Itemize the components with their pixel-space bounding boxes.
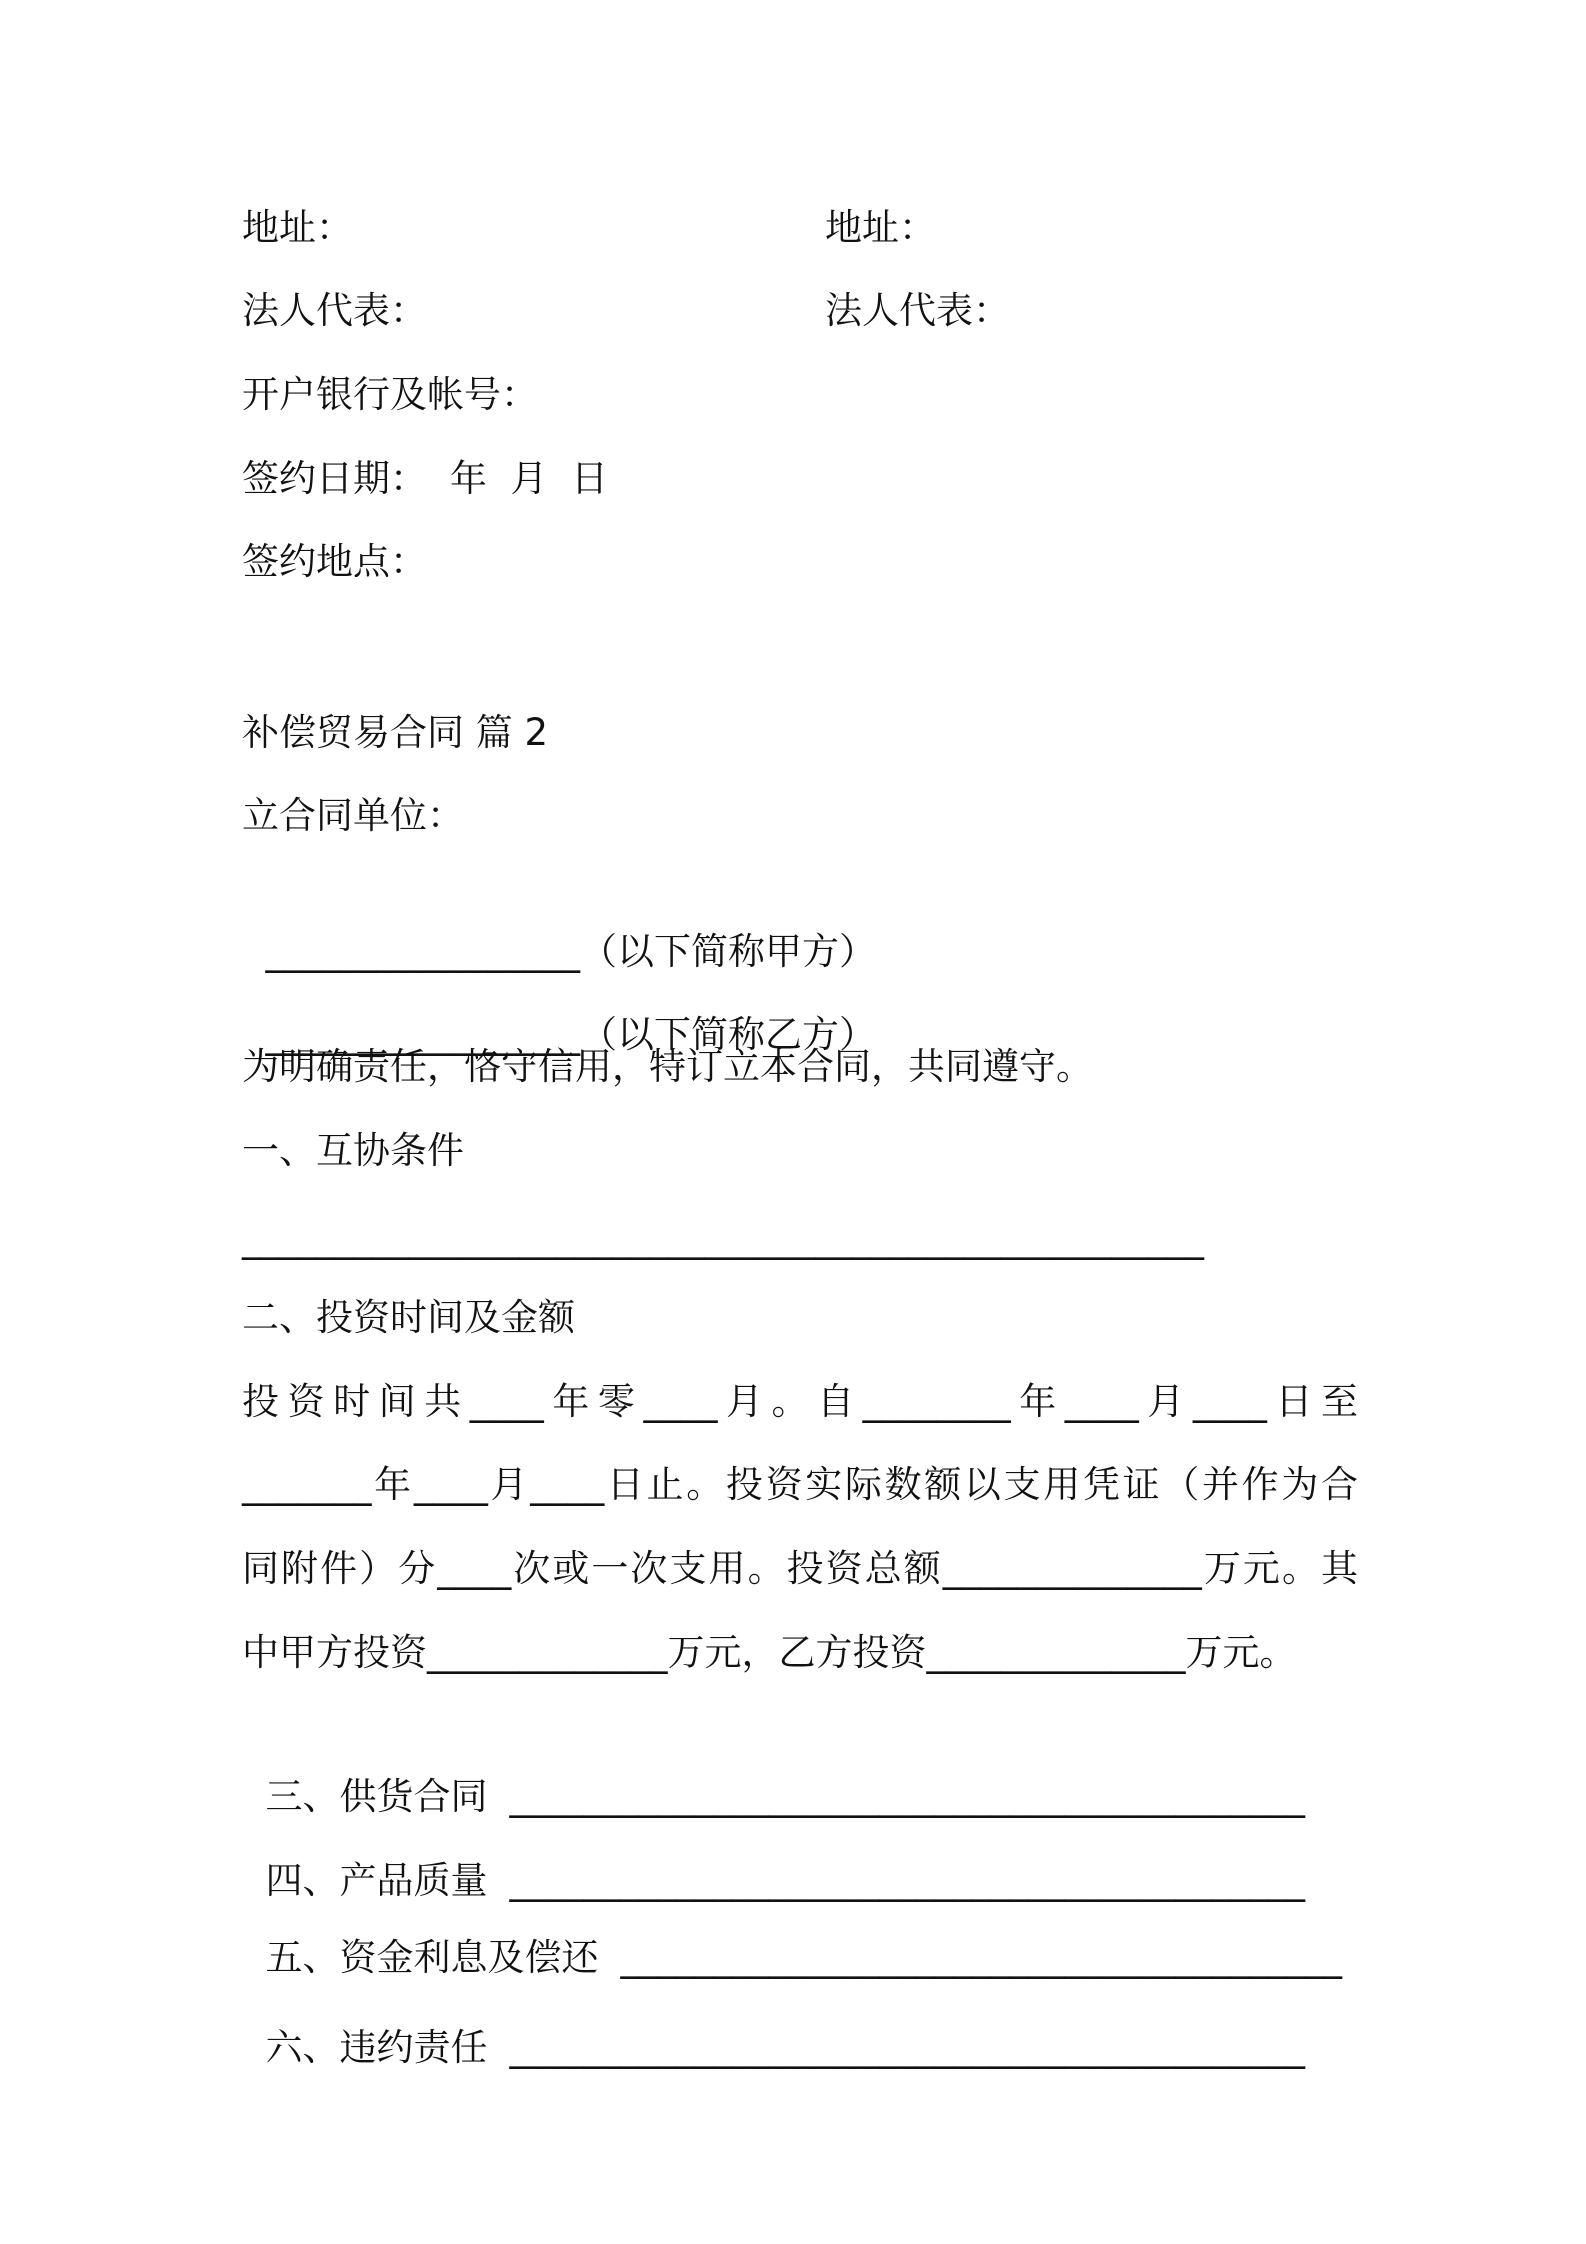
clause-4-blank: ___________________________________________ — [509, 1859, 1306, 1902]
party-a-blank: _________________ — [265, 930, 581, 973]
party-b-blank: _________________ — [265, 1013, 581, 1056]
party-b-label: （以下简称乙方） — [580, 1013, 877, 1056]
clause-3-blank: ___________________________________________ — [509, 1775, 1306, 1818]
sign-date-value: 年 月 日 — [450, 457, 609, 500]
party-a-line — [242, 874, 877, 973]
parties-heading: 立合同单位： — [242, 794, 464, 837]
party-b-line — [242, 957, 877, 1056]
clause-3-line — [242, 1719, 1306, 1818]
clause-2-body-line: _______年____月____日止。投资实际数额以支用凭证（并作为合 — [242, 1463, 1358, 1506]
party-a-legal-rep-label: 法人代表： — [242, 289, 427, 332]
clause-5-blank: _______________________________________ — [620, 1936, 1343, 1979]
party-b-address-label: 地址： — [825, 206, 936, 249]
clause-5-line — [242, 1880, 1343, 1979]
clause-2-body-line: 投资时间共____年零____月。自________年____月____日至 — [242, 1380, 1358, 1423]
preamble: 为明确责任，恪守信用，特订立本合同，共同遵守。 — [242, 1045, 1093, 1088]
party-b-legal-rep-label: 法人代表： — [825, 289, 1010, 332]
clause-6-line — [242, 1970, 1306, 2069]
clause-5-heading: 五、资金利息及偿还 — [265, 1936, 599, 1979]
clause-4-heading: 四、产品质量 — [265, 1859, 488, 1902]
clause-2-body-line: 中甲方投资_____________万元，乙方投资______________万元。 — [242, 1631, 1297, 1674]
clause-2-body-line: 同附件）分____次或一次支用。投资总额______________万元。其 — [242, 1547, 1358, 1590]
clause-6-heading: 六、违约责任 — [265, 2026, 488, 2069]
clause-1-heading: 一、互协条件 — [242, 1129, 464, 1172]
clause-4-line — [242, 1803, 1306, 1902]
clause-2-heading: 二、投资时间及金额 — [242, 1296, 575, 1339]
clause-6-blank: ___________________________________________ — [509, 2026, 1306, 2069]
sign-date-label: 签约日期： — [242, 457, 427, 500]
bank-account-label: 开户银行及帐号： — [242, 373, 538, 416]
contract-title: 补偿贸易合同 篇 2 — [242, 711, 549, 754]
clause-1-blank: ____________________________________________________ — [242, 1217, 1204, 1260]
clause-3-heading: 三、供货合同 — [265, 1775, 488, 1818]
party-a-label: （以下简称甲方） — [580, 930, 877, 973]
party-a-address-label: 地址： — [242, 206, 353, 249]
sign-place-label: 签约地点： — [242, 540, 427, 583]
